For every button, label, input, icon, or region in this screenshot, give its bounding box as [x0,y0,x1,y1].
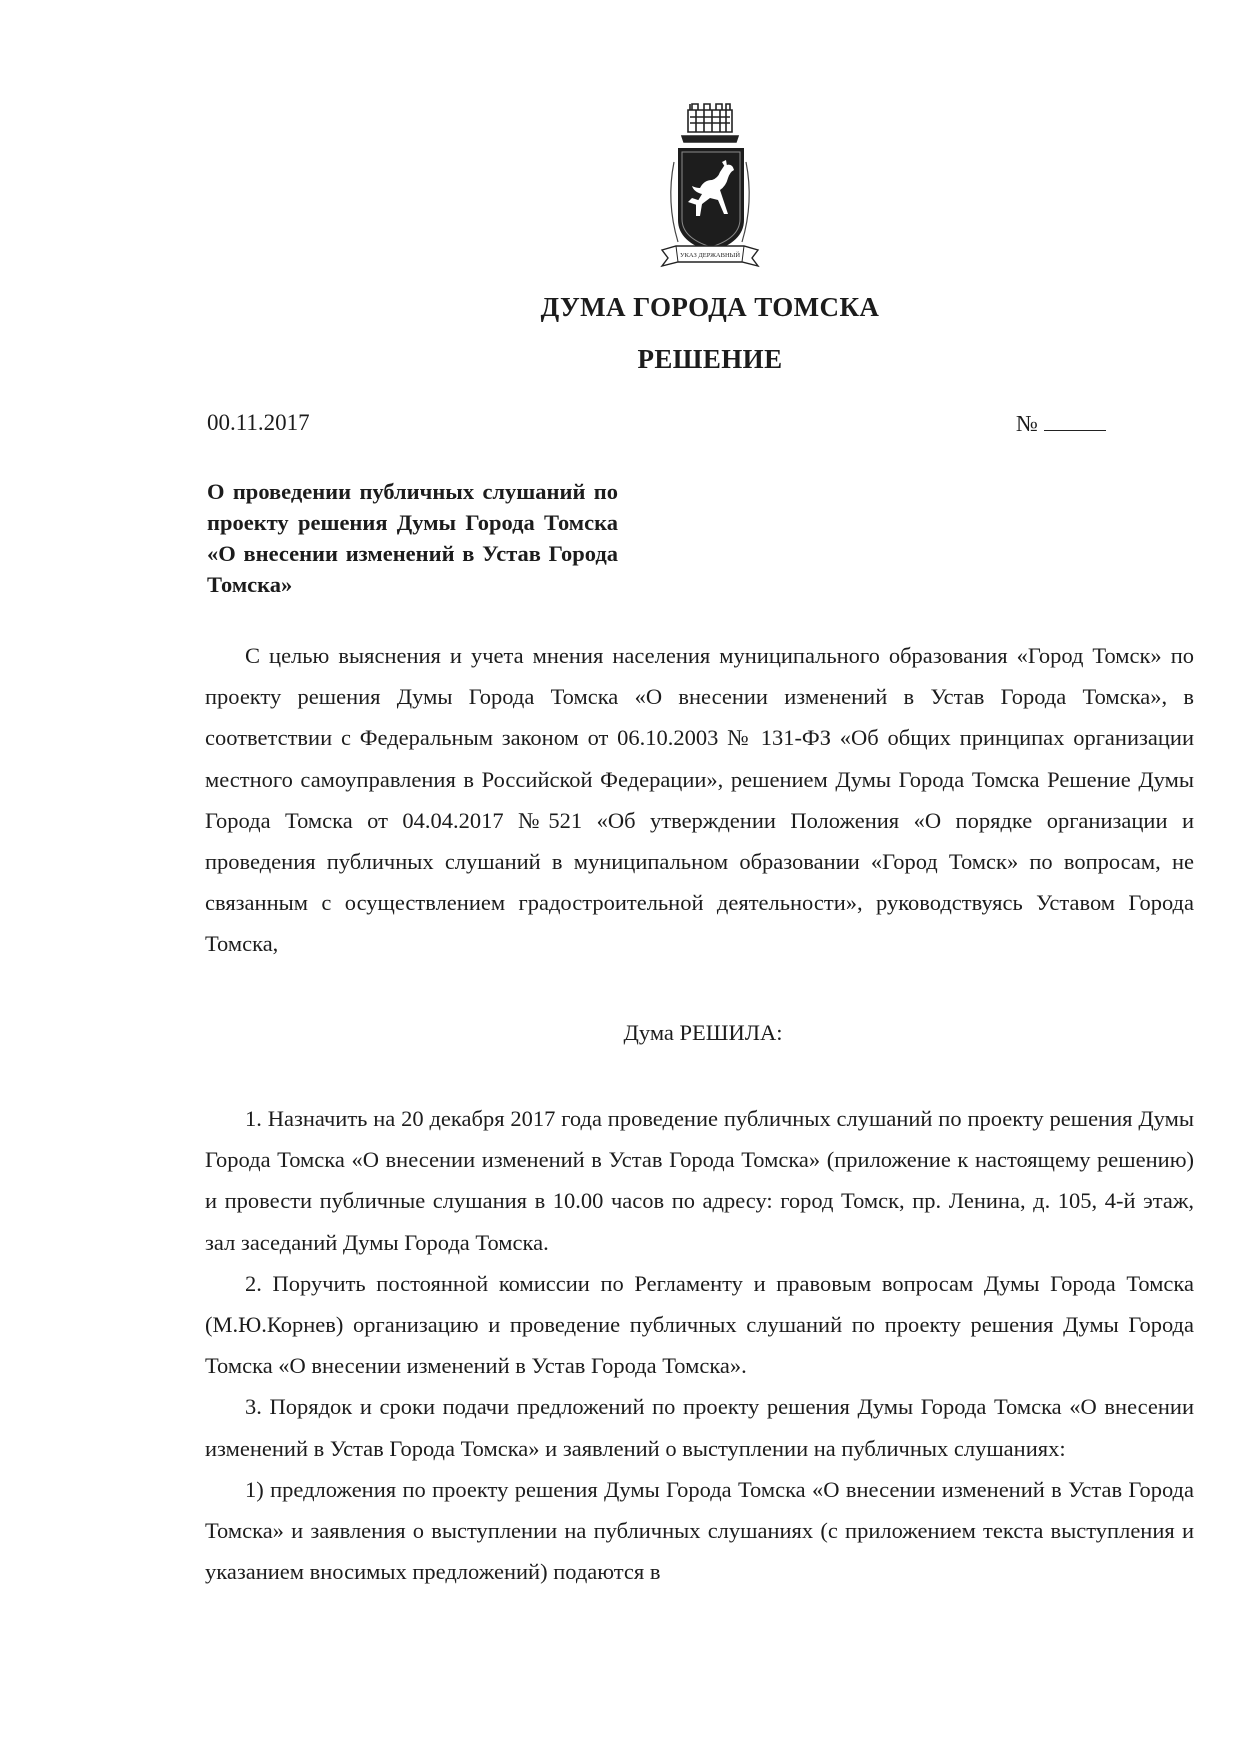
number-label: № [1016,411,1038,436]
tomsk-coat-of-arms-emblem [654,102,766,270]
resolution-item: 1) предложения по проекту решения Думы Города Томска «О внесении изменений в Устав Города Томска» и заявления о выступлении на публичных слушаниях (с приложением текста выступления и указанием вносимых предложений) подаются в [205,1476,1194,1585]
resolved-heading: Дума РЕШИЛА: [623,1020,783,1045]
resolution-item: 3. Порядок и сроки подачи предложений по проекту решения Думы Города Томска «О внесении изменений в Устав Города Томска» и заявлений о выступлении на публичных слушаниях: [205,1394,1194,1461]
resolution-items [205,1098,1194,1592]
preamble-paragraph: С целью выяснения и учета мнения населения муниципального образования «Город Томск» по проекту решения Думы Города Томска «О внесении изменений в Устав Города Томска», в соответствии с Федеральным законом от 06.10.2003 № 131-ФЗ «Об общих принципах организации местного самоуправления в Российской Федерации», решением Думы Города Томска Решение Думы Города Томска от 04.04.2017 №521 «Об утверждении Положения «О порядке организации и проведения публичных слушаний в муниципальном образовании «Город Томск» по вопросам, не связанным с осуществлением градостроительной деятельности», руководствуясь Уставом Города Томска, [205,643,1194,957]
resolution-item: 1. Назначить на 20 декабря 2017 года проведение публичных слушаний по проекту решения Думы Города Томска «О внесении изменений в Устав Города Томска» (приложение к настоящему решению) и провести публичные слушания в 10.00 часов по адресу: город Томск, пр. Ленина, д. 105, 4-й этаж, зал заседаний Думы Города Томска. [205,1106,1194,1255]
document-number [1016,410,1106,437]
document-date: 00.11.2017 [207,410,310,435]
document-type-heading: РЕШЕНИЕ [637,344,783,374]
svg-text:УКАЗ ДЕРЖАВНЫЙ: УКАЗ ДЕРЖАВНЫЙ [679,252,741,259]
document-subject: О проведении публичных слушаний по проекту решения Думы Города Томска «О внесении изменений в Устав Города Томска» [207,479,618,597]
number-blank-line [1044,410,1106,431]
organization-title: ДУМА ГОРОДА ТОМСКА [540,292,880,322]
resolution-item: 2. Поручить постоянной комиссии по Регламенту и правовым вопросам Думы Города Томска (М.Ю.Корнев) организацию и проведение публичных слушаний по проекту решения Думы Города Томска «О внесении изменений в Устав Города Томска». [205,1270,1194,1379]
